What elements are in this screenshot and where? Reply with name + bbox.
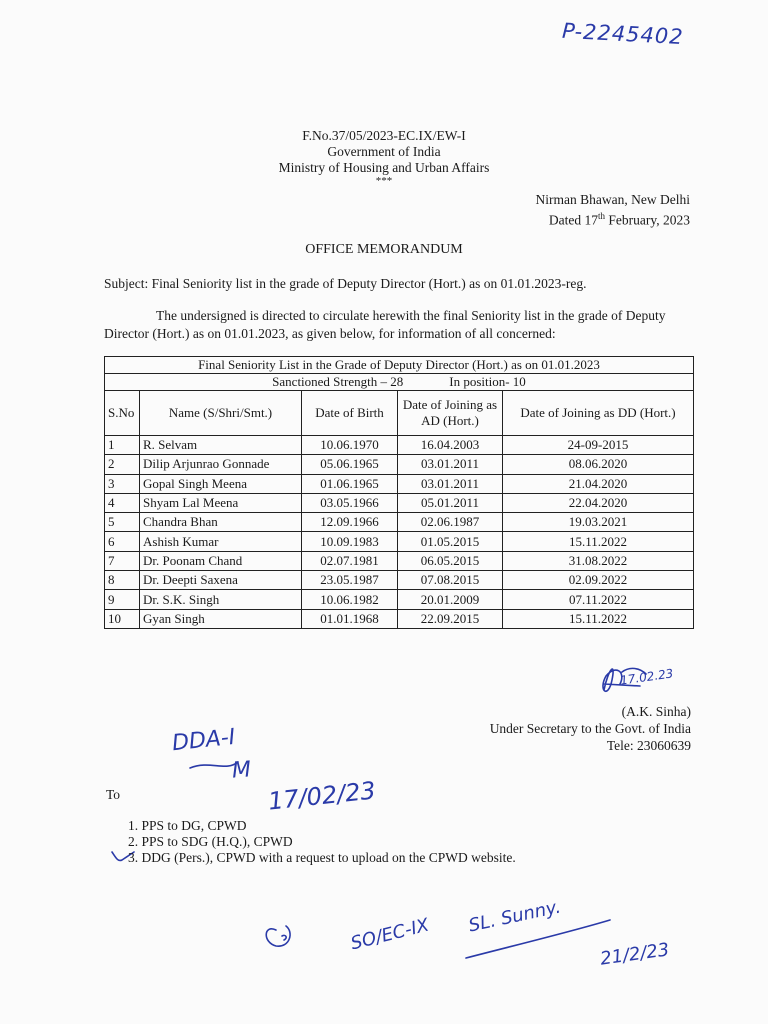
seniority-table	[104, 356, 694, 629]
table-row: 4 Shyam Lal Meena 03.05.1966 05.01.2011 22.04.2020	[105, 493, 694, 512]
col-header-doj-ad: Date of Joining as AD (Hort.)	[398, 391, 503, 436]
handwritten-desk-note: DDA-I	[170, 724, 237, 757]
in-position: In position- 10	[449, 374, 526, 389]
handwritten-section-note: SO/EC-IX	[348, 914, 432, 955]
stars-separator: ***	[375, 175, 393, 187]
subject-line: Subject: Final Seniority list in the grade of Deputy Director (Hort.) as on 01.01.2023-reg.	[104, 276, 587, 291]
handwritten-officer-note: SL. Sunny.	[466, 896, 563, 937]
table-row: 6 Ashish Kumar 10.09.1983 01.05.2015 15.11.2022	[105, 532, 694, 551]
memo-title: OFFICE MEMORANDUM	[305, 242, 463, 257]
table-row: 9 Dr. S.K. Singh 10.06.1982 20.01.2009 07.11.2022	[105, 590, 694, 609]
list-item: 2. PPS to SDG (H.Q.), CPWD	[128, 834, 293, 849]
table-strength-row	[105, 374, 694, 391]
signatory-tele: Tele: 23060639	[606, 738, 691, 753]
government-line: Government of India	[327, 144, 441, 159]
signatory-block	[490, 703, 691, 754]
signatory-name: (A.K. Sinha)	[621, 704, 691, 719]
col-header-doj-dd: Date of Joining as DD (Hort.)	[503, 391, 694, 436]
distribution-list	[128, 818, 516, 866]
place-line: Nirman Bhawan, New Delhi	[535, 192, 690, 207]
circled-mark	[266, 926, 290, 946]
col-header-sno: S.No	[105, 391, 140, 436]
handwritten-initial: M	[231, 757, 252, 784]
table-caption: Final Seniority List in the Grade of Deputy Director (Hort.) as on 01.01.2023	[105, 357, 694, 374]
to-label: To	[106, 787, 121, 802]
list-item: 1. PPS to DG, CPWD	[128, 818, 247, 833]
table-row: 2 Dilip Arjunrao Gonnade 05.06.1965 03.01.2011 08.06.2020	[105, 455, 694, 474]
col-header-name: Name (S/Shri/Smt.)	[140, 391, 302, 436]
handwritten-file-number: P-2245402	[561, 18, 685, 50]
table-row: 3 Gopal Singh Meena 01.06.1965 03.01.2011 21.04.2020	[105, 474, 694, 493]
file-number: F.No.37/05/2023-EC.IX/EW-I	[302, 128, 466, 143]
table-row: 8 Dr. Deepti Saxena 23.05.1987 07.08.2015 02.09.2022	[105, 571, 694, 590]
body-paragraph: The undersigned is directed to circulate herewith the final Seniority list in the grade of Deputy Director (Hort.) as on 01.01.2023, as given below, for information of all concerned:	[104, 308, 666, 341]
list-item: 3. DDG (Pers.), CPWD with a request to upload on the CPWD website.	[128, 850, 516, 865]
date-line: Dated 17th February, 2023	[548, 211, 690, 228]
handwritten-received-date: 17/02/23	[266, 776, 377, 816]
table-row: 1 R. Selvam 10.06.1970 16.04.2003 24-09-2015	[105, 436, 694, 455]
handwritten-bottom-date: 21/2/23	[598, 939, 671, 970]
letter-header	[0, 128, 768, 186]
col-header-dob: Date of Birth	[302, 391, 398, 436]
signatory-designation: Under Secretary to the Govt. of India	[489, 721, 691, 736]
place-date-block	[536, 192, 690, 229]
sanctioned-strength: Sanctioned Strength – 28	[272, 374, 404, 389]
signature-date: 17.02.23	[619, 666, 675, 688]
table-row: 5 Chandra Bhan 12.09.1966 02.06.1987 19.03.2021	[105, 513, 694, 532]
table-row: 10 Gyan Singh 01.01.1968 22.09.2015 15.11.2022	[105, 609, 694, 628]
ministry-line: Ministry of Housing and Urban Affairs	[278, 160, 490, 175]
table-row: 7 Dr. Poonam Chand 02.07.1981 06.05.2015 31.08.2022	[105, 551, 694, 570]
